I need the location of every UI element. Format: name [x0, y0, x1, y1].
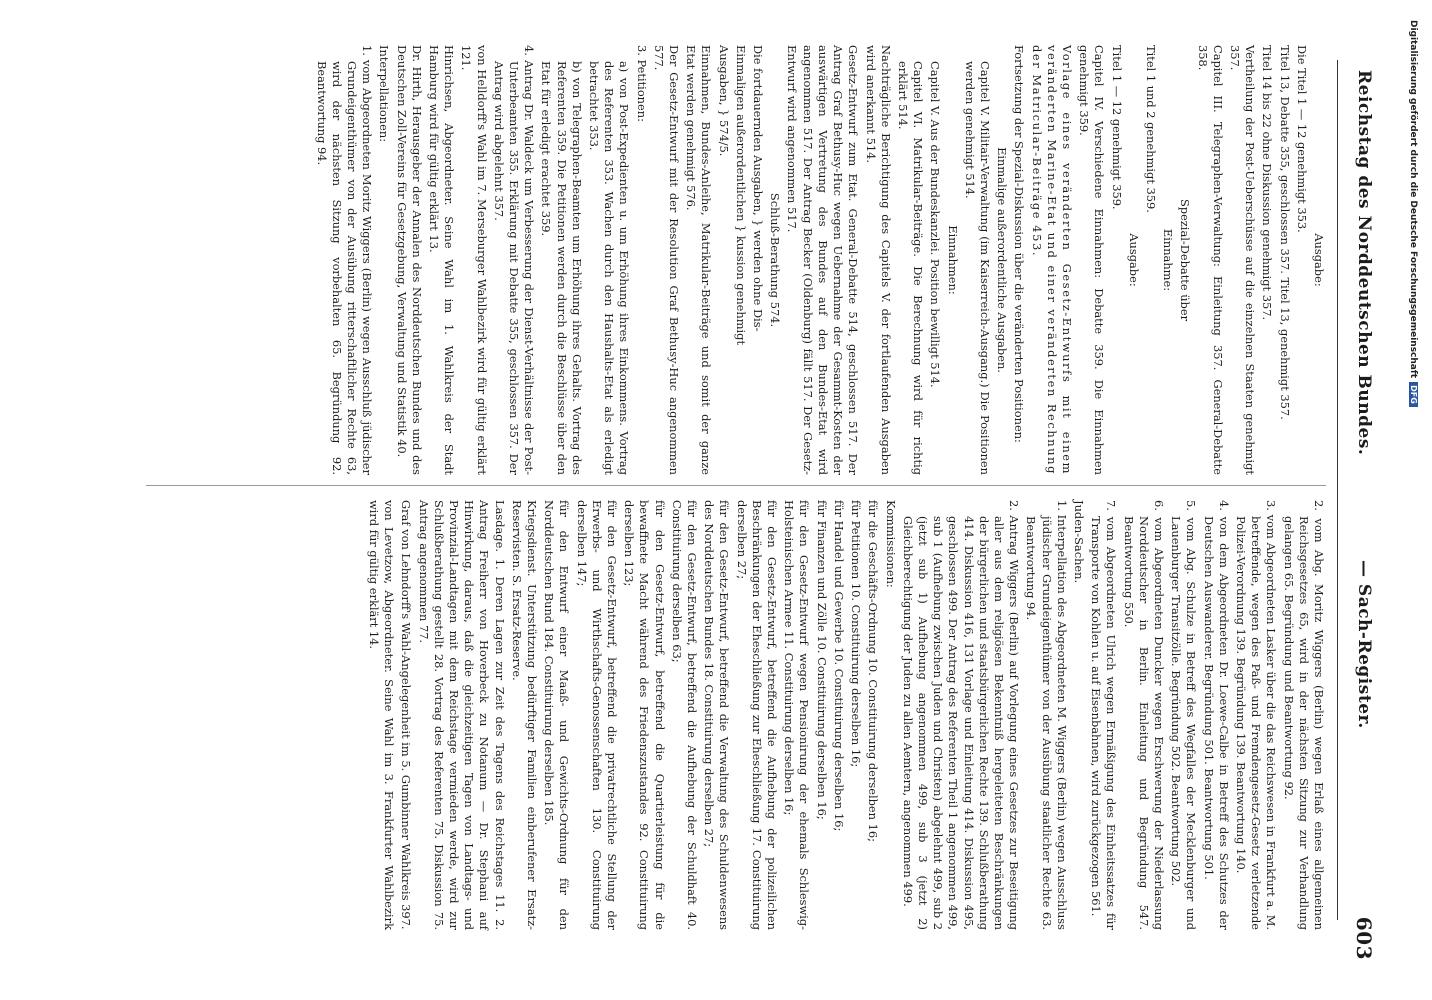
- register-entry: Capitel IV. Verschiedene Einnahmen: Debatte 359. Die Einnahmen genehmigt 359.: [1077, 45, 1107, 475]
- register-entry: Vertheilung der Post-Ueberschüsse auf die einzelnen Staaten genehmigt 357.: [1227, 45, 1258, 475]
- register-entry: für den Gesetz-Entwurf, betreffend die Verwaltung des Schuldenwesens des Norddeutschen Bundes 18. Constituirung derselben 27;: [702, 500, 732, 930]
- dfg-logo: DFG: [1409, 382, 1418, 407]
- column-divider: [146, 485, 1326, 486]
- register-entry: Die fortdauernden Ausgaben, } werden ohne Dis-: [751, 45, 766, 332]
- register-entry: Interpellationen:: [377, 45, 392, 143]
- register-entry: für den Gesetz-Entwurf, betreffend die privatrechtliche Stellung der Erwerbs- und Wirthschafts-Genossenschaften 130. Constituirung derselben 147;: [574, 500, 620, 930]
- register-entry: von Helldorff's Wahl im 7. Merseburger Wahlbezirk wird für gültig erklärt 121.: [459, 45, 489, 475]
- header-title-right: — Sach-Register.: [1354, 560, 1374, 729]
- register-entry: b) von Telegraphen-Beamten um Erhöhung ihres Gehalts. Vortrag des Referenten 359. Die Petitionen werden durch die Beschlüsse über den Etat für erledigt erachtet 359.: [539, 61, 584, 475]
- register-entry: a) von Post-Expedienten u. um Erhöhung ihres Einkommens. Vortrag des Referenten 353. Wachen durch den Haushalts-Etat als erledigt betrachtet 353.: [587, 61, 632, 475]
- register-entry: 4. Antrag Dr. Waldeck um Verbesserung der Dienst-Verhältnisse der Post-Unterbeamten 355. Erklärung mit Debatte 355, geschlossen 357. Der Antrag wird abgelehnt 357.: [491, 45, 537, 475]
- register-entry: Einmaligen außerordentlichen } kussion genehmigt: [733, 45, 748, 346]
- header-rule: [1337, 60, 1338, 920]
- register-entry: Einnahmen, Bundes-Anleihe, Matrikular-Beiträge und somit der ganze Etat werden genehmigt 576.: [684, 45, 714, 475]
- register-entry: 4. von dem Abgeordneten Dr. Loewe-Calbe in Betreff des Schutzes der Deutschen Auswanderer. Begründung 501. Beantwortung 501.: [1201, 500, 1231, 930]
- register-entry: Titel 1 — 12 genehmigt 359.: [1109, 45, 1124, 210]
- right-column: [364, 500, 1326, 930]
- register-entry: Die Titel 1 — 12 genehmigt 353.: [1294, 45, 1309, 233]
- register-entry: Spezial-Debatte über: [1178, 198, 1193, 322]
- register-entry: für Handel und Gewerbe 10. Constituirung derselben 16;: [831, 500, 846, 832]
- register-entry: 1. vom Abgeordneten Moritz Wiggers (Berlin) wegen Ausschluß jüdischer Grundeigenthümer von der Ausübung ritterschaftlicher Rechte 63, wird der nächsten Sitzung vorbehalten 65. Begründung 92. Beantwortung 94.: [314, 45, 375, 475]
- register-entry: 5. vom Abg. Schulze in Betreff des Wegfalles der Mecklenburger und Lauenburger Transitzölle. Begründung 502. Beantwortung 502.: [1169, 500, 1199, 930]
- register-entry: Der Gesetz-Entwurf mit der Resolution Graf Bethusy-Huc angenommen 577.: [651, 45, 682, 475]
- register-entry: Hinrichsen, Abgeordneter. Seine Wahl im 1. Wahlkreis der Stadt Hamburg wird für gültig erklärt 13.: [427, 45, 457, 475]
- register-entry: 2. Antrag Wiggers (Berlin) auf Vorlegung eines Gesetzes zur Beseitigung aller aus dem religiösen Bekenntniß hergeleiteten Beschränkungen der bürgerlichen und staatsbürgerlichen Rechte 139. Schlußberathung 414. Diskussion 416, 131 Vorlage und Einleitung 414. Diskussion 495, geschlossen 499. Der Antrag des Referenten Theil 1 angenommen 499, sub 1 (Aufhebung zwischen Juden und Christen) abgelehnt 499, sub 2 (jetzt sub 1) Aufhebung angenommen 499, sub 3 (jetzt 2) Gleichberechtigung der Juden zu allen Aemtern, angenommen 499.: [900, 500, 1022, 930]
- page-header: [1338, 40, 1378, 990]
- register-entry: Capitel VI. Matrikular-Beiträge. Die Berechnung wird für richtig erklärt 514.: [895, 61, 926, 475]
- register-entry: für den Gesetz-Entwurf wegen Pensionirung der ehemals Schleswig-Holsteinischen Armee 11. Constituirung derselben 16;: [782, 500, 812, 930]
- register-entry: Schluß-Berathung 574.: [768, 192, 783, 328]
- register-entry: 3. Petitionen:: [634, 45, 649, 122]
- register-entry: 6. vom Abgeordneten Duncker wegen Erschwerung der Niederlassung Norddeutscher in Berlin. Einleitung und Begründung 547. Beantwortung 550.: [1121, 500, 1166, 930]
- register-entry: Capitel III. Telegraphen-Verwaltung: Einleitung 357. General-Debatte 358.: [1195, 45, 1225, 475]
- register-entry: Graf von Lehndorff's Wahl-Angelegenheit im 5. Gumbinner Wahlkreis 397.: [399, 500, 414, 930]
- register-entry: für Petitionen 10. Constituirung derselben 16;: [849, 500, 864, 768]
- register-entry: Einmalige außerordentliche Ausgaben.: [995, 147, 1010, 373]
- left-column: [311, 45, 1326, 475]
- document-page: [16, 0, 1426, 1000]
- digitization-note-text: Digitalisierung gefördert durch die Deutsche Forschungsgemeinschaft: [1408, 20, 1418, 379]
- register-entry: Kommissionen:: [883, 500, 898, 588]
- register-entry: für die Geschäfts-Ordnung 10. Constituirung derselben 16;: [866, 500, 881, 842]
- register-entry: für den Gesetz-Entwurf, betreffend die Quartierleistung für die bewaffnete Macht während des Friedenszustandes 92. Constituirung derselben 123;: [622, 500, 667, 930]
- register-entry: Titel 14 bis 22 ohne Diskussion genehmigt 357.: [1260, 45, 1275, 321]
- register-entry: Gesetz-Entwurf zum Etat. General-Debatte 514, geschlossen 517. Der Antrag Graf Bethusy-Huc wegen Uebernahme der Gesammt-Kosten der auswärtigen Vertretung des Bundes auf den Bundes-Etat wird angenommen 517. Der Antrag Becker (Oldenburg) fällt 517. Der Gesetz-Entwurf wird angenommen 517.: [785, 45, 861, 475]
- register-entry: für Finanzen und Zölle 10. Constituirung derselben 16;: [814, 500, 829, 820]
- register-entry: Ausgabe:: [1312, 233, 1326, 287]
- register-entry: für den Entwurf einer Maaß- und Gewichts-Ordnung für den Norddeutschen Bund 184. Constituirung derselben 185.: [542, 500, 572, 930]
- register-entry: Juden-Sachen.: [1071, 500, 1086, 584]
- register-entry: Ausgabe:: [1126, 233, 1141, 287]
- register-entry: von Levetzow, Abgeordneter. Seine Wahl im 3. Frankfurter Wahlbezirk wird für gültig erklärt 14.: [367, 500, 397, 930]
- register-entry: Capitel V. Militair-Verwaltung (im Kaiserreich-Ausgang.) Die Positionen werden genehmigt 514.: [962, 61, 992, 475]
- page-number: 603: [1352, 916, 1376, 960]
- register-entry: Nachträgliche Berichtigung des Capitels V. der fortlaufenden Ausgaben wird anerkannt 514.: [863, 45, 893, 475]
- register-entry: Titel 1 und 2 genehmigt 359.: [1143, 45, 1158, 213]
- register-entry: für den Gesetz-Entwurf, betreffend die Aufhebung der Schuldhaft 40. Constituirung derselben 63;: [669, 500, 700, 930]
- register-entry: Lasdage. 1. Deren Lagen zur Zeit des Tagens des Reichstages 11. 2. Antrag Freiherr von Hoverbeck zu Notanum — Dr. Stephani auf Hinwirkung, daraus, daß die gleichzeitigen Tagen von Landtags- und Provinzial-Landtagen mit dem Reichstage vermieden werde, wird zur Schlußberathung gestellt 28. Vortrag des Referenten 75. Diskussion 75. Antrag angenommen 77.: [416, 500, 507, 930]
- register-entry: 2. vom Abg. Moritz Wiggers (Berlin) wegen Erlaß eines allgemeinen Reichsgesetzes 65, wird in der nächsten Sitzung zur Verhandlung gelangen 65. Begründung und Beantwortung 92.: [1281, 500, 1326, 930]
- register-entry: Einnahme:: [1161, 228, 1176, 292]
- register-entry: 7. vom Abgeordneten Ulrich wegen Ermäßigung des Einheitssatzes für Transporte von Kohlen u. auf Eisenbahnen, wird zurückgezogen 561.: [1089, 500, 1119, 930]
- register-entry: Capitel V. Aus der Bundeskanzlei. Position bewilligt 514.: [928, 61, 943, 388]
- register-entry: Einnahmen:: [945, 225, 960, 295]
- register-entry: Fortsetzung der Spezial-Diskussion über die veränderten Positionen:: [1012, 45, 1027, 443]
- register-entry: Titel 13, Debatte 355, geschlossen 357. Titel 13, genehmigt 357.: [1277, 45, 1292, 420]
- register-entry: für den Gesetz-Entwurf, betreffend die Aufhebung der polizeilichen Beschränkungen der Eheschließung zur Eheschließung 17. Constituirung derselben 27;: [734, 500, 780, 930]
- header-title-left: Reichstag des Norddeutschen Bundes.: [1354, 70, 1374, 456]
- register-entry: 1. Interpellation des Abgeordneten M. Wiggers (Berlin) wegen Ausschluss jüdischer Grundeigenthümer von der Ausübung staatlicher Rechte 63. Beantwortung 94.: [1024, 500, 1069, 930]
- register-entry: Kriegsdienst. Unterstützung bedürftiger Familien einberufener Ersatz-Reservisten. S. Ersatz-Reserve.: [509, 500, 540, 930]
- register-entry: Ausgaben, } 574/5.: [716, 45, 731, 157]
- register-entry: Vorlage eines veränderten Gesetz-Entwurfs mit einem veränderten Marine-Etat und einer veränderten Rechnung der Matricular-Beiträge 453.: [1029, 45, 1074, 475]
- register-entry: Dr. Hirth, Herausgeber der Annalen des Norddeutschen Bundes und des Deutschen Zoll-Vereins für Gesetzgebung, Verwaltung und Statistik 40.: [394, 45, 424, 475]
- register-entry: 3. vom Abgeordneten Lasker über die das Reichswesen in Frankfurt a. M. betreffende, wegen des Paß- und Fremdengesetz-Gesetz verletzende Polizei-Verordnung 139. Begründung 139. Beantwortung 140.: [1233, 500, 1279, 930]
- digitization-note: [1408, 20, 1418, 407]
